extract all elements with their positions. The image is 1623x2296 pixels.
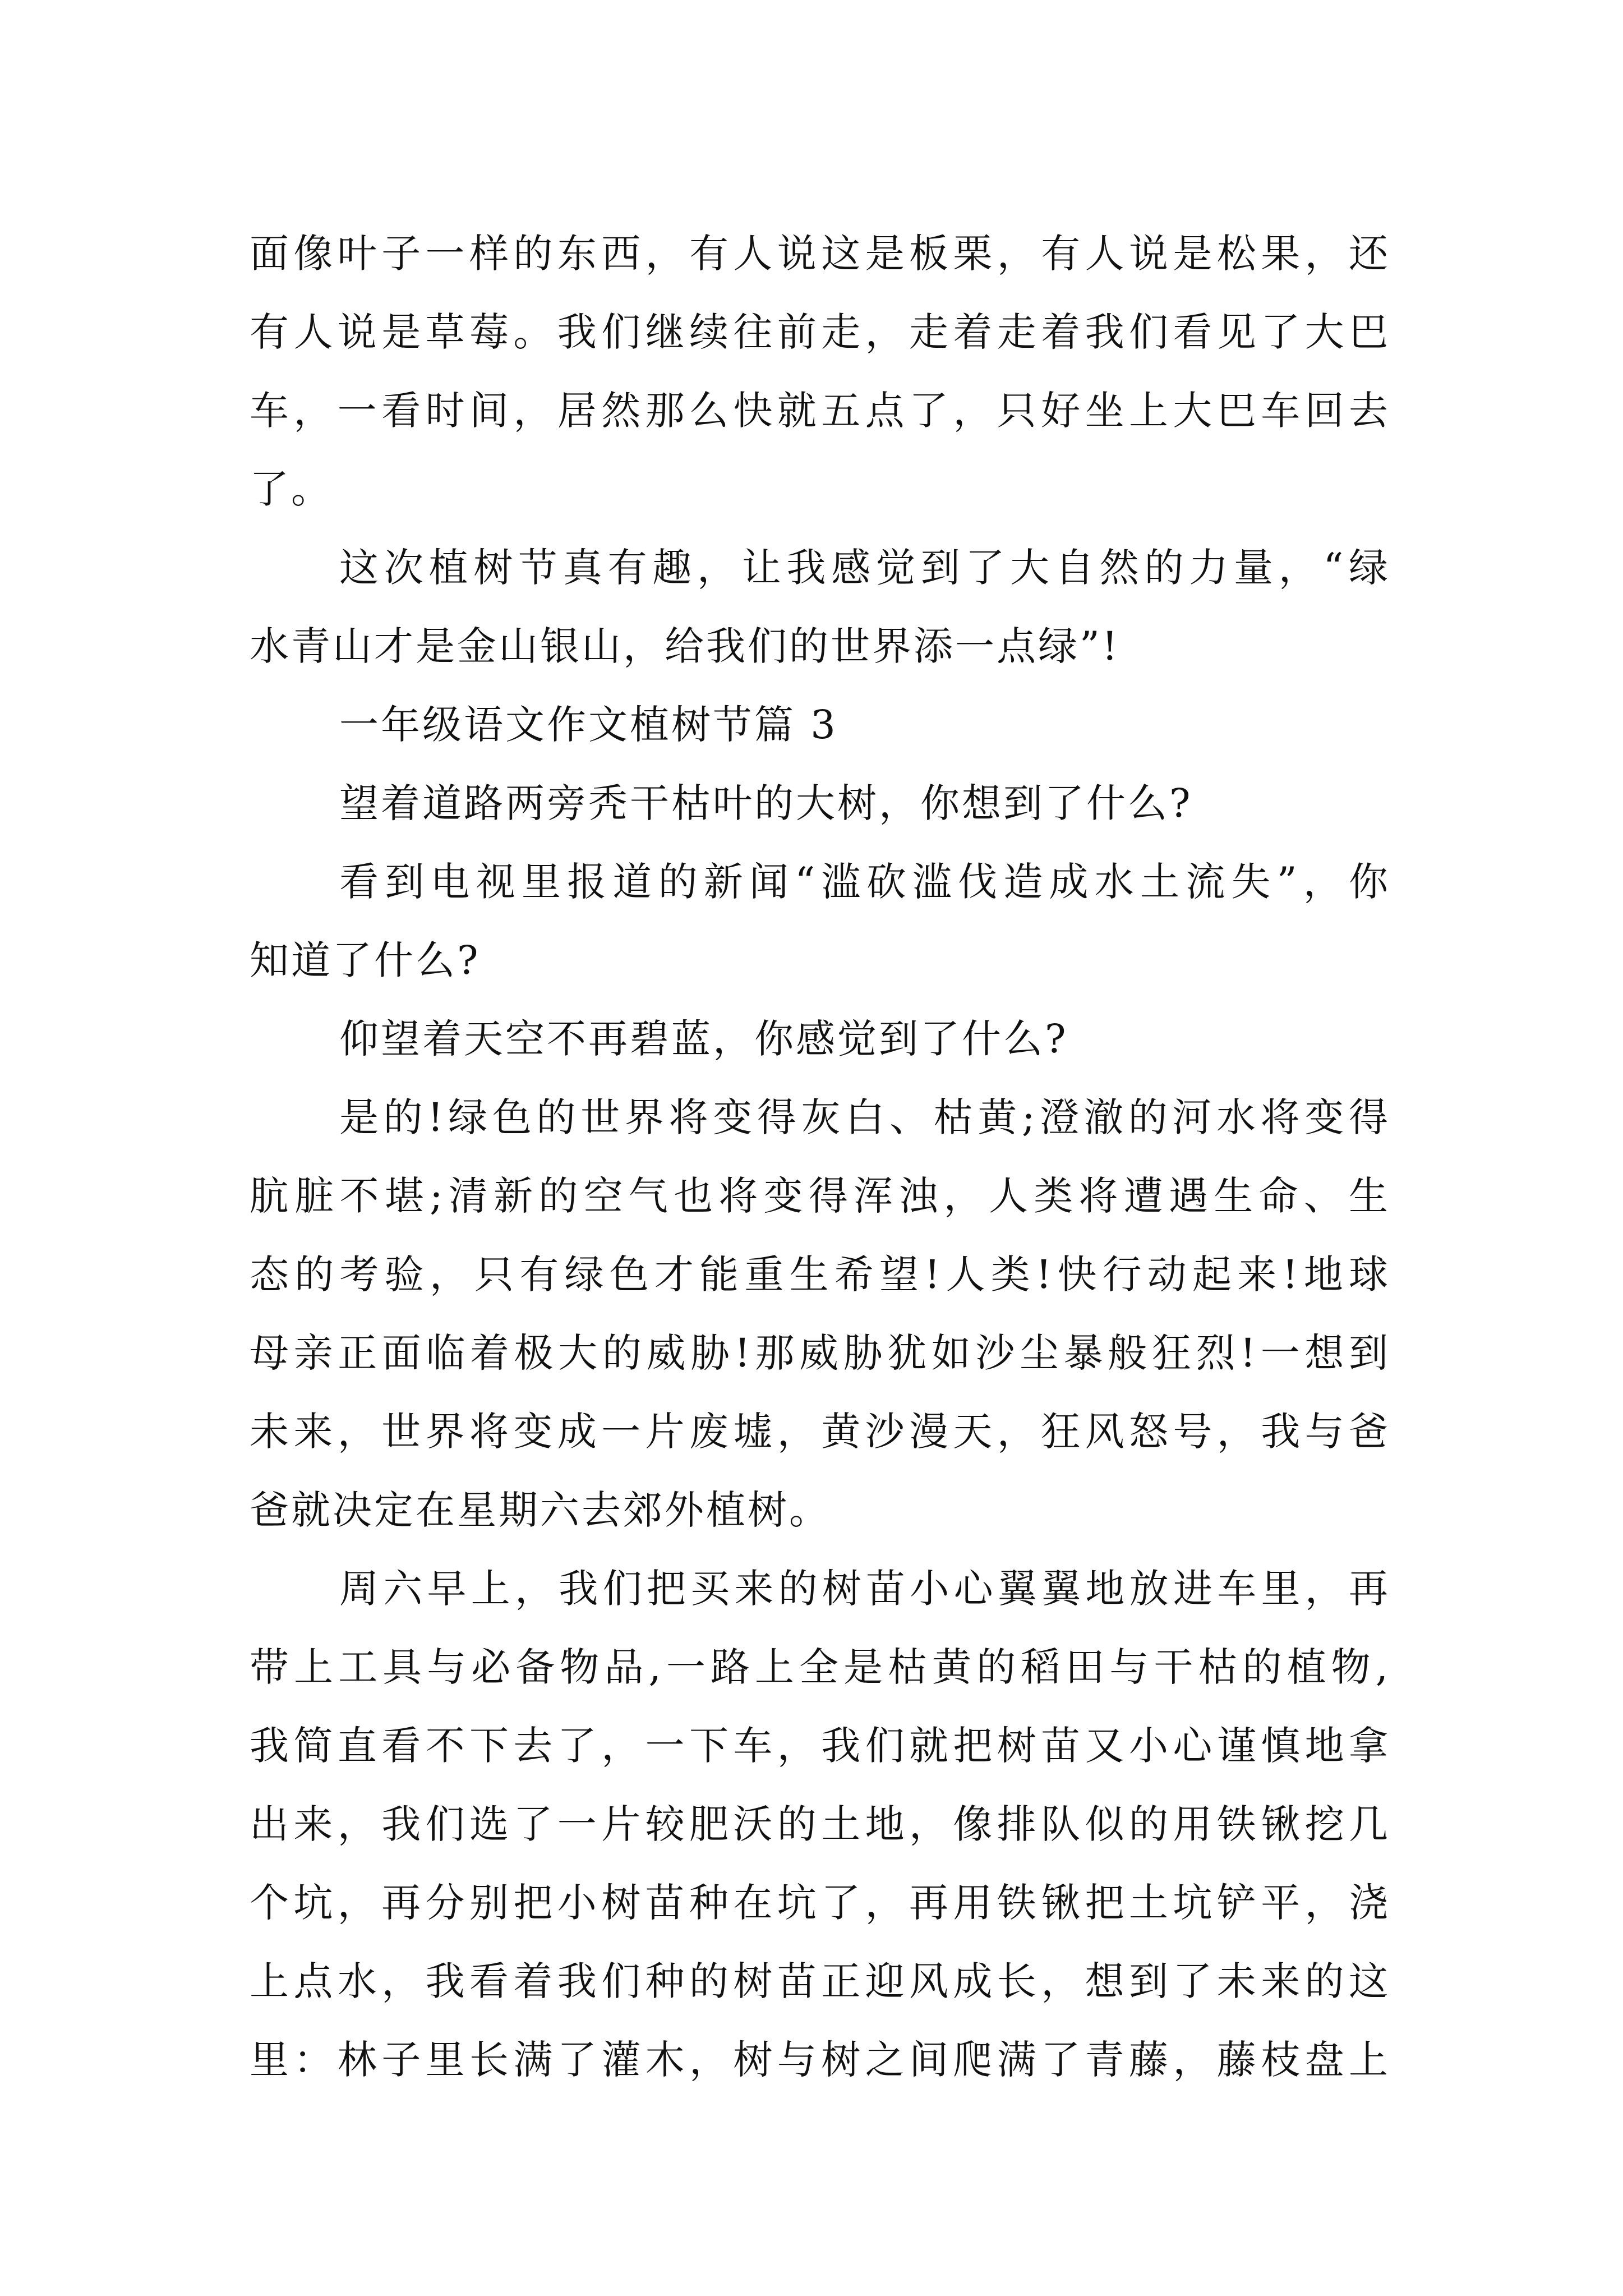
paragraph-line: 有人说是草莓。我们继续往前走，走着走着我们看见了大巴 bbox=[250, 309, 1388, 355]
paragraph-line: 车，一看时间，居然那么快就五点了，只好坐上大巴车回去 bbox=[250, 388, 1388, 434]
paragraph-line: 母亲正面临着极大的威胁!那威胁犹如沙尘暴般狂烈!一想到 bbox=[250, 1330, 1388, 1376]
paragraph-line: 周六早上，我们把买来的树苗小心翼翼地放进车里，再 bbox=[339, 1566, 1388, 1612]
paragraph-line: 爸就决定在星期六去郊外植树。 bbox=[250, 1487, 831, 1533]
paragraph-line: 这次植树节真有趣，让我感觉到了大自然的力量，“绿 bbox=[339, 545, 1388, 591]
paragraph-line: 望着道路两旁秃干枯叶的大树，你想到了什么? bbox=[339, 780, 1193, 826]
paragraph-line: 态的考验，只有绿色才能重生希望!人类!快行动起来!地球 bbox=[250, 1251, 1388, 1297]
paragraph-line: 水青山才是金山银山，给我们的世界添一点绿”! bbox=[250, 623, 1120, 669]
paragraph-line: 是的!绿色的世界将变得灰白、枯黄;澄澈的河水将变得 bbox=[339, 1094, 1388, 1140]
paragraph-line: 个坑，再分别把小树苗种在坑了，再用铁锹把土坑铲平，浇 bbox=[250, 1880, 1388, 1926]
paragraph-line: 了。 bbox=[250, 466, 333, 512]
paragraph-line: 知道了什么? bbox=[250, 937, 481, 983]
paragraph-line: 未来，世界将变成一片废墟，黄沙漫天，狂风怒号，我与爸 bbox=[250, 1409, 1388, 1455]
paragraph-line: 出来，我们选了一片较肥沃的土地，像排队似的用铁锹挖几 bbox=[250, 1801, 1388, 1847]
paragraph-line: 我简直看不下去了，一下车，我们就把树苗又小心谨慎地拿 bbox=[250, 1723, 1388, 1769]
paragraph-line: 上点水，我看着我们种的树苗正迎风成长，想到了未来的这 bbox=[250, 1958, 1388, 2004]
paragraph-line: 仰望着天空不再碧蓝，你感觉到了什么? bbox=[339, 1016, 1068, 1062]
paragraph-line: 面像叶子一样的东西，有人说这是板栗，有人说是松果，还 bbox=[250, 231, 1388, 277]
paragraph-line: 肮脏不堪;清新的空气也将变得浑浊，人类将遭遇生命、生 bbox=[250, 1173, 1388, 1219]
section-heading: 一年级语文作文植树节篇 3 bbox=[339, 702, 838, 748]
paragraph-line: 里：林子里长满了灌木，树与树之间爬满了青藤，藤枝盘上 bbox=[250, 2037, 1388, 2083]
paragraph-line: 看到电视里报道的新闻“滥砍滥伐造成水土流失”，你 bbox=[339, 859, 1388, 905]
paragraph-line: 带上工具与必备物品,一路上全是枯黄的稻田与干枯的植物, bbox=[250, 1644, 1388, 1690]
